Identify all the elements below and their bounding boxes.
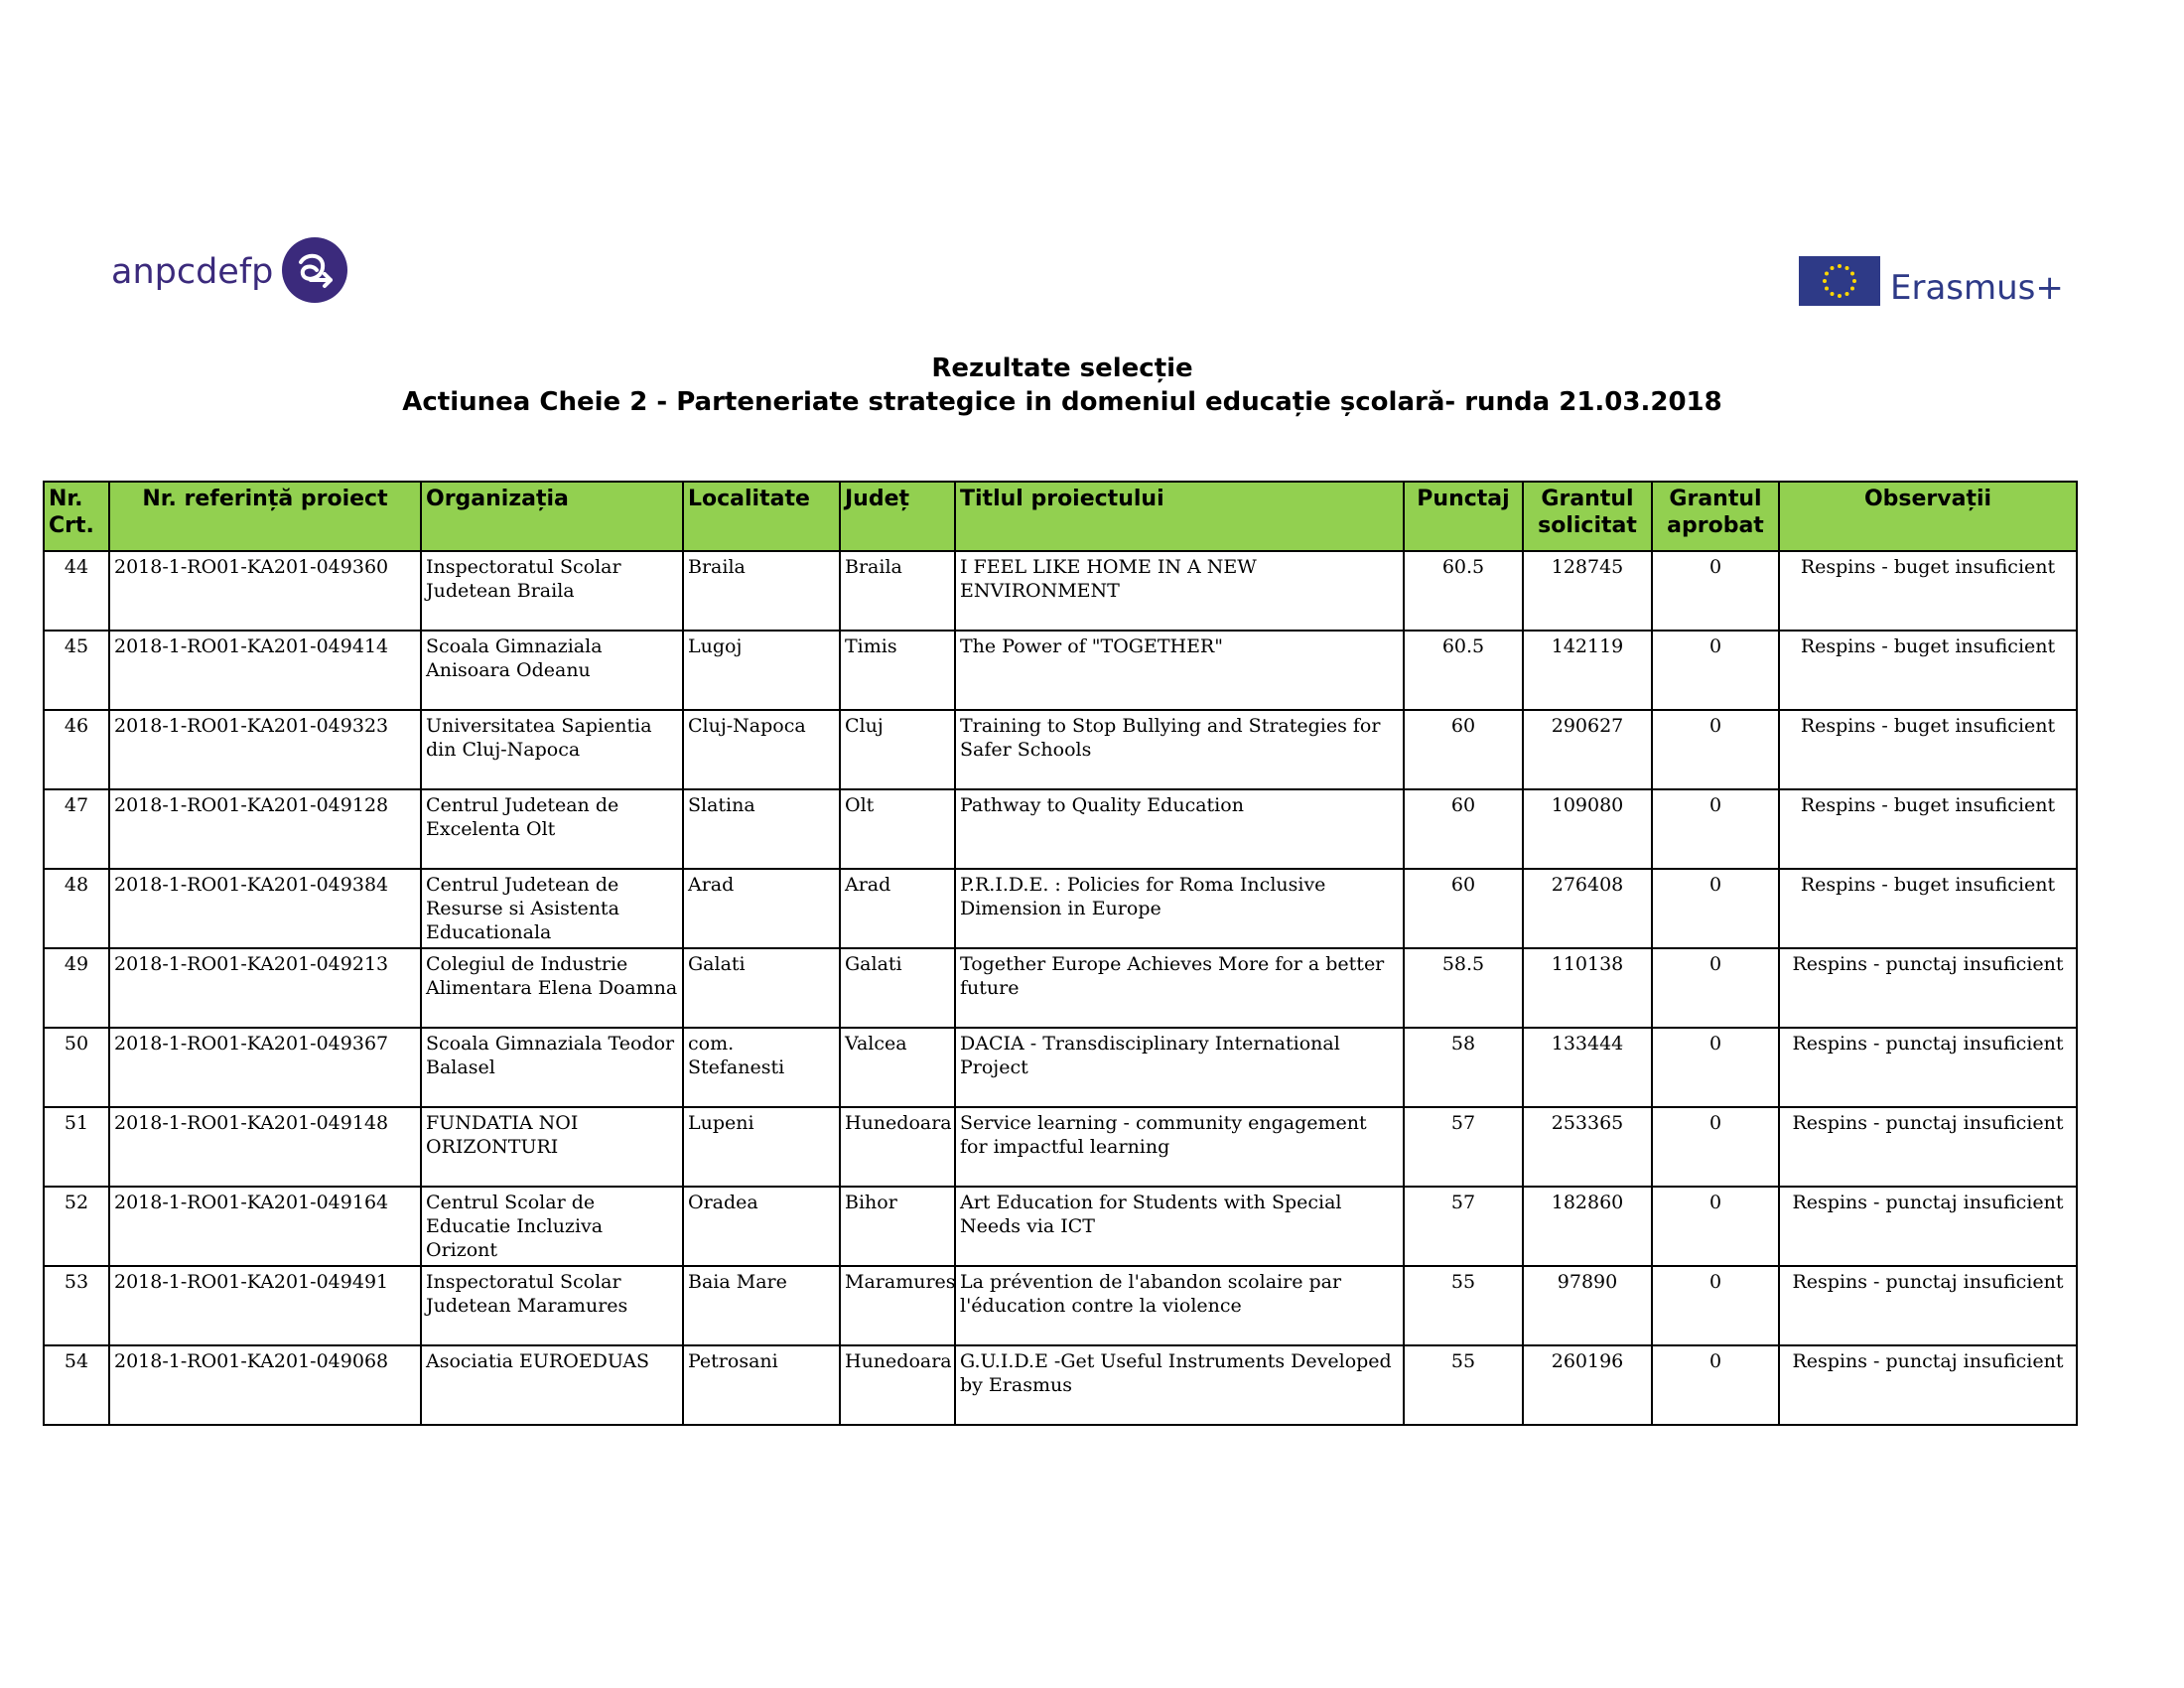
cell-obs: Respins - punctaj insuficient (1779, 948, 2077, 1028)
cell-titlu: G.U.I.D.E -Get Useful Instruments Developed by Erasmus (955, 1345, 1404, 1425)
cell-punctaj: 58 (1404, 1028, 1523, 1107)
cell-nr: 46 (44, 710, 109, 789)
cell-solicitat: 133444 (1523, 1028, 1652, 1107)
cell-solicitat: 128745 (1523, 551, 1652, 631)
cell-punctaj: 58.5 (1404, 948, 1523, 1028)
anpcdefp-logo-text: anpcdefp (111, 252, 274, 292)
header-punctaj: Punctaj (1404, 482, 1523, 551)
header-organizatia: Organizația (421, 482, 683, 551)
cell-obs: Respins - punctaj insuficient (1779, 1028, 2077, 1107)
cell-aprobat: 0 (1652, 1266, 1779, 1345)
cell-org: Scoala Gimnaziala Teodor Balasel (421, 1028, 683, 1107)
cell-org: Centrul Scolar de Educatie Incluziva Orizont (421, 1187, 683, 1266)
cell-ref: 2018-1-RO01-KA201-049323 (109, 710, 421, 789)
table-row (44, 789, 2077, 869)
cell-org: Asociatia EUROEDUAS (421, 1345, 683, 1425)
cell-obs: Respins - punctaj insuficient (1779, 1187, 2077, 1266)
cell-jud: Bihor (840, 1187, 955, 1266)
table-row (44, 869, 2077, 948)
cell-loc: Lugoj (683, 631, 840, 710)
header-grantul-aprobat: Grantul aprobat (1652, 482, 1779, 551)
cell-ref: 2018-1-RO01-KA201-049384 (109, 869, 421, 948)
cell-loc: Baia Mare (683, 1266, 840, 1345)
cell-titlu: Art Education for Students with Special Needs via ICT (955, 1187, 1404, 1266)
cell-punctaj: 55 (1404, 1345, 1523, 1425)
cell-org: Colegiul de Industrie Alimentara Elena Doamna (421, 948, 683, 1028)
cell-org: Universitatea Sapientia din Cluj-Napoca (421, 710, 683, 789)
cell-obs: Respins - buget insuficient (1779, 789, 2077, 869)
header-nr-crt: Nr. Crt. (44, 482, 109, 551)
table-row (44, 631, 2077, 710)
cell-solicitat: 97890 (1523, 1266, 1652, 1345)
table-row (44, 1345, 2077, 1425)
cell-aprobat: 0 (1652, 789, 1779, 869)
cell-aprobat: 0 (1652, 551, 1779, 631)
cell-punctaj: 57 (1404, 1187, 1523, 1266)
cell-solicitat: 109080 (1523, 789, 1652, 869)
cell-solicitat: 276408 (1523, 869, 1652, 948)
cell-punctaj: 60 (1404, 789, 1523, 869)
cell-punctaj: 60.5 (1404, 631, 1523, 710)
cell-solicitat: 260196 (1523, 1345, 1652, 1425)
cell-solicitat: 182860 (1523, 1187, 1652, 1266)
cell-org: Centrul Judetean de Excelenta Olt (421, 789, 683, 869)
cell-aprobat: 0 (1652, 869, 1779, 948)
cell-jud: Hunedoara (840, 1107, 955, 1187)
cell-nr: 53 (44, 1266, 109, 1345)
table-row (44, 1187, 2077, 1266)
cell-solicitat: 110138 (1523, 948, 1652, 1028)
header-nr-referinta: Nr. referință proiect (109, 482, 421, 551)
cell-punctaj: 60.5 (1404, 551, 1523, 631)
cell-nr: 51 (44, 1107, 109, 1187)
cell-aprobat: 0 (1652, 1345, 1779, 1425)
table-row (44, 710, 2077, 789)
cell-nr: 49 (44, 948, 109, 1028)
cell-ref: 2018-1-RO01-KA201-049213 (109, 948, 421, 1028)
cell-punctaj: 60 (1404, 869, 1523, 948)
table-row (44, 1028, 2077, 1107)
header-judet: Județ (840, 482, 955, 551)
cell-titlu: P.R.I.D.E. : Policies for Roma Inclusive Dimension in Europe (955, 869, 1404, 948)
cell-punctaj: 57 (1404, 1107, 1523, 1187)
cell-nr: 48 (44, 869, 109, 948)
cell-nr: 50 (44, 1028, 109, 1107)
cell-ref: 2018-1-RO01-KA201-049068 (109, 1345, 421, 1425)
erasmus-plus-logo (1799, 256, 2064, 310)
cell-obs: Respins - punctaj insuficient (1779, 1345, 2077, 1425)
cell-ref: 2018-1-RO01-KA201-049367 (109, 1028, 421, 1107)
cell-obs: Respins - punctaj insuficient (1779, 1107, 2077, 1187)
cell-solicitat: 142119 (1523, 631, 1652, 710)
cell-jud: Olt (840, 789, 955, 869)
cell-loc: Cluj-Napoca (683, 710, 840, 789)
cell-obs: Respins - buget insuficient (1779, 631, 2077, 710)
document-title (0, 352, 2124, 419)
cell-titlu: Service learning - community engagement for impactful learning (955, 1107, 1404, 1187)
cell-obs: Respins - buget insuficient (1779, 869, 2077, 948)
cell-org: Centrul Judetean de Resurse si Asistenta Educationala (421, 869, 683, 948)
cell-jud: Maramures (840, 1266, 955, 1345)
cell-aprobat: 0 (1652, 1028, 1779, 1107)
title-line-1: Rezultate selecție (931, 353, 1193, 383)
cell-loc: Petrosani (683, 1345, 840, 1425)
cell-org: Inspectoratul Scolar Judetean Braila (421, 551, 683, 631)
cell-loc: com. Stefanesti (683, 1028, 840, 1107)
cell-aprobat: 0 (1652, 631, 1779, 710)
cell-ref: 2018-1-RO01-KA201-049128 (109, 789, 421, 869)
results-table (43, 481, 2078, 1426)
cell-ref: 2018-1-RO01-KA201-049164 (109, 1187, 421, 1266)
table-row (44, 1266, 2077, 1345)
cell-ref: 2018-1-RO01-KA201-049491 (109, 1266, 421, 1345)
eu-flag-icon (1799, 256, 1880, 310)
cell-obs: Respins - buget insuficient (1779, 710, 2077, 789)
cell-obs: Respins - buget insuficient (1779, 551, 2077, 631)
cell-titlu: I FEEL LIKE HOME IN A NEW ENVIRONMENT (955, 551, 1404, 631)
cell-aprobat: 0 (1652, 1187, 1779, 1266)
header-observatii: Observații (1779, 482, 2077, 551)
cell-jud: Galati (840, 948, 955, 1028)
cell-jud: Hunedoara (840, 1345, 955, 1425)
title-line-2: Actiunea Cheie 2 - Parteneriate strategice in domeniul educație școlară- runda 21.03.2018 (402, 387, 1722, 417)
cell-aprobat: 0 (1652, 948, 1779, 1028)
cell-loc: Lupeni (683, 1107, 840, 1187)
cell-loc: Oradea (683, 1187, 840, 1266)
cell-loc: Braila (683, 551, 840, 631)
cell-org: FUNDATIA NOI ORIZONTURI (421, 1107, 683, 1187)
cell-aprobat: 0 (1652, 710, 1779, 789)
table-header-row (44, 482, 2077, 551)
cell-jud: Arad (840, 869, 955, 948)
cell-obs: Respins - punctaj insuficient (1779, 1266, 2077, 1345)
cell-jud: Valcea (840, 1028, 955, 1107)
cell-titlu: Training to Stop Bullying and Strategies for Safer Schools (955, 710, 1404, 789)
cell-org: Inspectoratul Scolar Judetean Maramures (421, 1266, 683, 1345)
cell-titlu: Together Europe Achieves More for a better future (955, 948, 1404, 1028)
cell-nr: 52 (44, 1187, 109, 1266)
cell-jud: Braila (840, 551, 955, 631)
header-localitate: Localitate (683, 482, 840, 551)
cell-titlu: Pathway to Quality Education (955, 789, 1404, 869)
table-body (44, 551, 2077, 1425)
anpcdefp-logo (111, 238, 348, 306)
cell-solicitat: 253365 (1523, 1107, 1652, 1187)
cell-loc: Galati (683, 948, 840, 1028)
cell-titlu: The Power of "TOGETHER" (955, 631, 1404, 710)
cell-nr: 47 (44, 789, 109, 869)
header-grantul-solicitat: Grantul solicitat (1523, 482, 1652, 551)
cell-solicitat: 290627 (1523, 710, 1652, 789)
cell-nr: 54 (44, 1345, 109, 1425)
cell-punctaj: 55 (1404, 1266, 1523, 1345)
cell-nr: 45 (44, 631, 109, 710)
cell-loc: Slatina (683, 789, 840, 869)
cell-ref: 2018-1-RO01-KA201-049360 (109, 551, 421, 631)
cell-titlu: La prévention de l'abandon scolaire par l'éducation contre la violence (955, 1266, 1404, 1345)
cell-org: Scoala Gimnaziala Anisoara Odeanu (421, 631, 683, 710)
cell-aprobat: 0 (1652, 1107, 1779, 1187)
cell-nr: 44 (44, 551, 109, 631)
erasmus-plus-logo-text: Erasmus+ (1890, 268, 2064, 308)
cell-jud: Timis (840, 631, 955, 710)
table-row (44, 1107, 2077, 1187)
cell-titlu: DACIA - Transdisciplinary International Project (955, 1028, 1404, 1107)
cell-punctaj: 60 (1404, 710, 1523, 789)
header-titlul-proiectului: Titlul proiectului (955, 482, 1404, 551)
cell-ref: 2018-1-RO01-KA201-049148 (109, 1107, 421, 1187)
cell-jud: Cluj (840, 710, 955, 789)
anpcdefp-arrow-circle-icon (281, 236, 348, 308)
table-row (44, 551, 2077, 631)
cell-ref: 2018-1-RO01-KA201-049414 (109, 631, 421, 710)
table-row (44, 948, 2077, 1028)
cell-loc: Arad (683, 869, 840, 948)
